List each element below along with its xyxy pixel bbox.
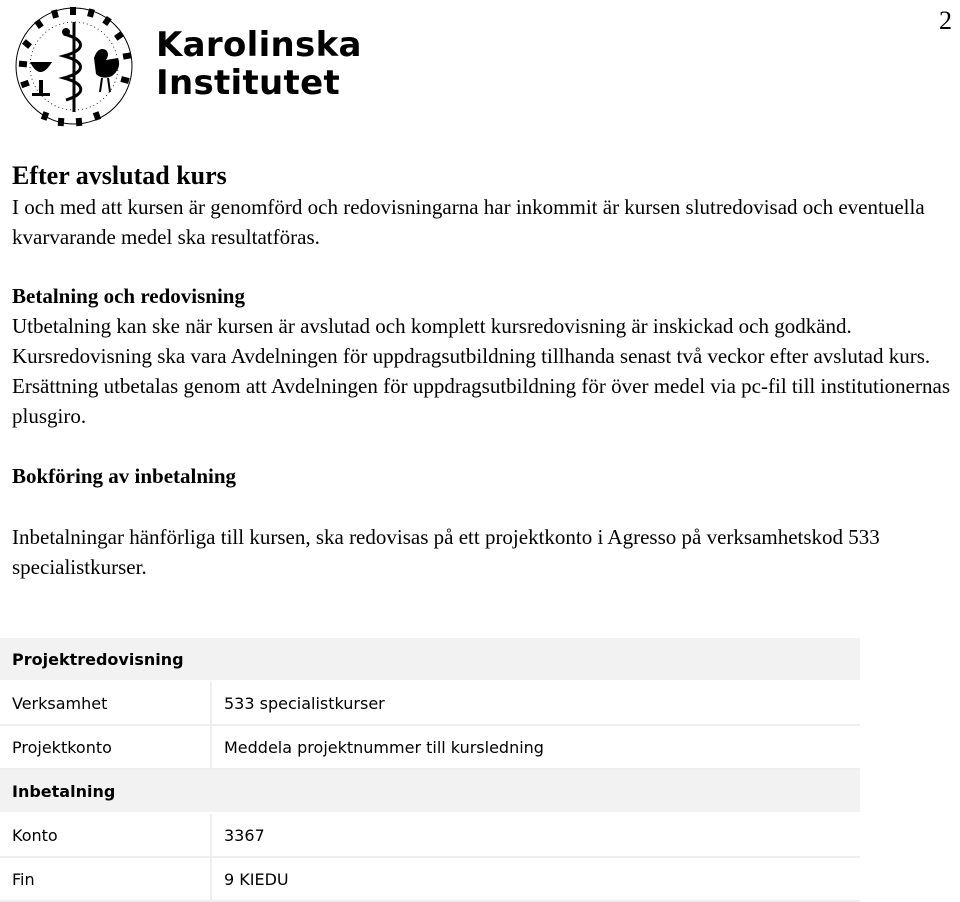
table-row-label: Konto — [0, 813, 211, 857]
section-title: Efter avslutad kurs — [12, 161, 227, 190]
table-row — [0, 857, 860, 901]
table-row-label: Projektkonto — [0, 725, 211, 769]
section-payment — [12, 281, 952, 431]
table-group-header — [0, 638, 860, 681]
document-body — [12, 160, 952, 582]
table-row-label: Verksamhet — [0, 681, 211, 725]
table-group-header — [0, 769, 860, 813]
page-number: 2 — [939, 6, 952, 35]
table-row-value: Meddela projektnummer till kursledning — [211, 725, 860, 769]
section-title: Bokföring av inbetalning — [12, 464, 237, 488]
section-text: Inbetalningar hänförliga till kursen, ska redovisas på ett projektkonto i Agresso på verksamhetskod 533 specialistkurser. — [12, 525, 880, 579]
section-text: Utbetalning kan ske när kursen är avslutad och komplett kursredovisning är inskickad och godkänd. Kursredovisning ska vara Avdelningen för uppdragsutbildning tillhanda senast två veckor efter avslutad kurs. Ersättning utbetalas genom att Avdelningen för uppdragsutbildning för över medel via pc-fil till institutionernas plusgiro. — [12, 314, 950, 428]
table-group-title: Projektredovisning — [0, 638, 860, 681]
section-title: Betalning och redovisning — [12, 284, 245, 308]
table-row-value: 533 specialistkurser — [211, 681, 860, 725]
table-row-value: 3367 — [211, 813, 860, 857]
section-text: I och med att kursen är genomförd och redovisningarna har inkommit är kursen slutredovisad och eventuella kvarvarande medel ska resultatföras. — [12, 195, 925, 249]
table-row-label: Fin — [0, 857, 211, 901]
logo-wordmark-line2: Institutet — [156, 63, 341, 103]
table-row — [0, 681, 860, 725]
table-row — [0, 725, 860, 769]
logo-wordmark-line1: Karolinska — [156, 25, 362, 65]
table-row-value: 9 KIEDU — [211, 857, 860, 901]
project-table — [0, 638, 860, 902]
table-group-title: Inbetalning — [0, 769, 860, 813]
logo-wordmark — [156, 26, 362, 102]
karolinska-logo — [6, 0, 362, 135]
section-after-course — [12, 160, 952, 252]
section-bookkeeping — [12, 461, 952, 582]
table-row — [0, 813, 860, 857]
karolinska-seal-icon — [6, 0, 146, 135]
